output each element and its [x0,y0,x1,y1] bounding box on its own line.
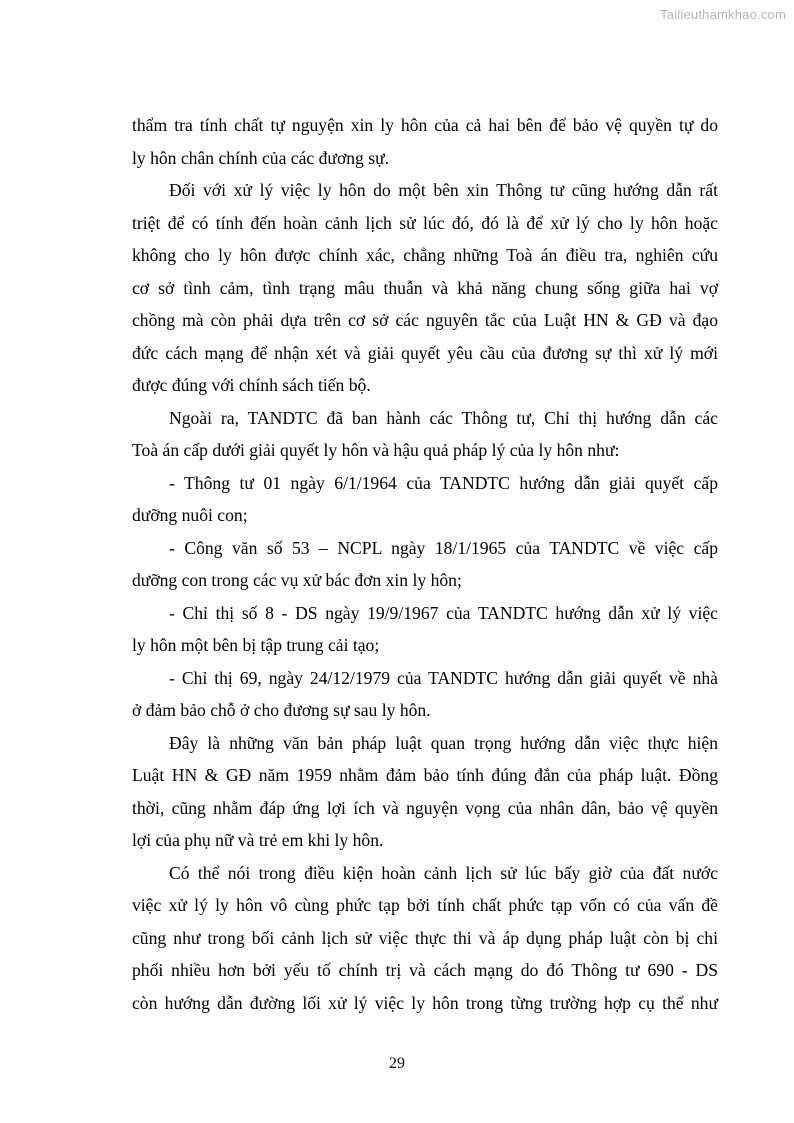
text-line: không cho ly hôn được chính xác, chẳng những Toà án điều tra, nghiên cứu [132,245,718,265]
text-line: - Chỉ thị số 8 - DS ngày 19/9/1967 của TANDTC hướng dẫn xử lý việc [169,602,718,623]
text-line: Đây là những văn bản pháp luật quan trọng hướng dẫn việc thực hiện [169,732,718,753]
text-line: còn hướng dẫn đường lối xử lý việc ly hôn trong từng trường hợp cụ thể như [132,992,718,1013]
text-line: ở đảm bảo chỗ ở cho đương sự sau ly hôn. [132,700,431,720]
list-item [132,597,718,662]
text-line: Có thể nói trong điều kiện hoàn cảnh lịch sử lúc bấy giờ của đất nước [169,862,718,883]
paragraph [132,727,718,857]
text-line: - Chỉ thị 69, ngày 24/12/1979 của TANDTC hướng dẫn giải quyết về nhà [169,667,718,688]
text-line: thời, cũng nhằm đáp ứng lợi ích và nguyện vọng của nhân dân, bảo vệ quyền [132,797,718,818]
list-item [132,467,718,532]
text-line: đức cách mạng để nhận xét và giải quyết yêu cầu của đương sự thì xử lý mới [132,342,718,363]
text-line: cơ sở tình cảm, tình trạng mâu thuẫn và khả năng chung sống giữa hai vợ [132,277,718,298]
paragraph [132,857,718,1020]
list-item [132,532,718,597]
text-line: lợi của phụ nữ và trẻ em khi ly hôn. [132,830,384,850]
text-line: phối nhiều hơn bởi yếu tố chính trị và cách mạng do đó Thông tư 690 - DS [132,960,718,980]
document-body [132,109,718,1019]
text-line: Ngoài ra, TANDTC đã ban hành các Thông tư, Chỉ thị hướng dẫn các [169,407,718,428]
text-line: chồng mà còn phải dựa trên cơ sở các nguyên tắc của Luật HN & GĐ và đạo [132,310,718,330]
paragraph [132,402,718,467]
text-line: Luật HN & GĐ năm 1959 nhằm đảm bảo tính đúng đắn của pháp luật. Đồng [132,765,718,785]
text-line: dưỡng nuôi con; [132,505,248,525]
text-line: - Thông tư 01 ngày 6/1/1964 của TANDTC hướng dẫn giải quyết cấp [169,472,718,493]
paragraph [132,174,718,402]
text-line: - Công văn số 53 – NCPL ngày 18/1/1965 của TANDTC về việc cấp [169,537,718,558]
text-line: Đối với xử lý việc ly hôn do một bên xin Thông tư cũng hướng dẫn rất [169,180,718,200]
text-line: ly hôn chân chính của các đương sự. [132,147,390,168]
text-line: thẩm tra tính chất tự nguyện xin ly hôn của cả hai bên để bảo vệ quyền tự do [132,115,718,135]
paragraph [132,109,718,174]
text-line: việc xử lý ly hôn vô cùng phức tạp bởi tính chất phức tạp vốn có của vấn đề [132,895,718,915]
text-line: ly hôn một bên bị tập trung cải tạo; [132,635,380,655]
text-line: triệt để có tính đến hoàn cảnh lịch sử lúc đó, đó là để xử lý cho ly hôn hoặc [132,212,718,233]
watermark: Tailieuthamkhao.com [660,7,786,22]
list-item [132,662,718,727]
text-line: được đúng với chính sách tiến bộ. [132,375,371,395]
text-line: dưỡng con trong các vụ xử bác đơn xin ly hôn; [132,570,462,590]
text-line: Toà án cấp dưới giải quyết ly hôn và hậu quả pháp lý của ly hôn như: [132,440,620,460]
text-line: cũng như trong bối cảnh lịch sử việc thực thi và áp dụng pháp luật còn bị chi [132,927,718,948]
page-number: 29 [389,1055,405,1072]
